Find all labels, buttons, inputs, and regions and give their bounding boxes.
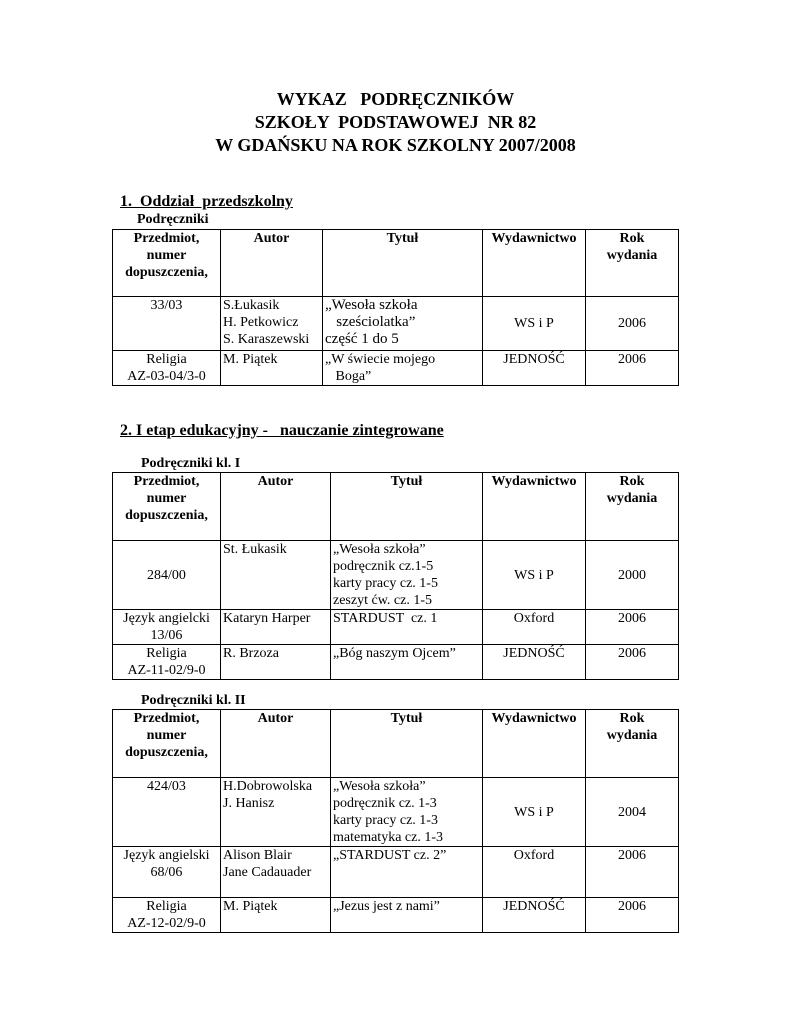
header-subject: Przedmiot, numer dopuszczenia, bbox=[113, 473, 221, 541]
cell-year: 2006 bbox=[586, 898, 679, 933]
cell-title: „Bóg naszym Ojcem” bbox=[331, 645, 483, 680]
header-publisher: Wydawnictwo bbox=[483, 473, 586, 541]
cell-publisher: JEDNOŚĆ bbox=[483, 351, 586, 386]
header-year: Rok wydania bbox=[586, 473, 679, 541]
header-publisher: Wydawnictwo bbox=[483, 230, 586, 297]
header-author: Autor bbox=[221, 230, 323, 297]
cell-year: 2006 bbox=[586, 351, 679, 386]
cell-publisher: Oxford bbox=[483, 847, 586, 898]
cell-author: S.Łukasik H. Petkowicz S. Karaszewski bbox=[221, 297, 323, 351]
cell-publisher: JEDNOŚĆ bbox=[483, 645, 586, 680]
header-year: Rok wydania bbox=[586, 710, 679, 778]
table-row bbox=[113, 351, 679, 386]
header-subject: Przedmiot, numer dopuszczenia, bbox=[113, 230, 221, 297]
table-row bbox=[113, 847, 679, 898]
cell-year: 2006 bbox=[586, 297, 679, 351]
table-row bbox=[113, 610, 679, 645]
cell-year: 2004 bbox=[586, 778, 679, 847]
cell-publisher: Oxford bbox=[483, 610, 586, 645]
cell-publisher: JEDNOŚĆ bbox=[483, 898, 586, 933]
section-1-subheading: Podręczniki bbox=[137, 212, 209, 227]
header-title: Tytuł bbox=[331, 710, 483, 778]
table-row bbox=[113, 898, 679, 933]
cell-author: R. Brzoza bbox=[221, 645, 331, 680]
cell-title: „Wesoła szkoła” podręcznik cz. 1-3 karty pracy cz. 1-3 matematyka cz. 1-3 bbox=[331, 778, 483, 847]
header-subject: Przedmiot, numer dopuszczenia, bbox=[113, 710, 221, 778]
page-title-line-3: W GDAŃSKU NA ROK SZKOLNY 2007/2008 bbox=[215, 135, 576, 155]
cell-author: Alison Blair Jane Cadauader bbox=[221, 847, 331, 898]
cell-author: M. Piątek bbox=[221, 351, 323, 386]
page-title-line-1: WYKAZ PODRĘCZNIKÓW bbox=[276, 89, 515, 109]
section-2-heading: 2. I etap edukacyjny - nauczanie zintegrowane bbox=[120, 422, 444, 439]
cell-title: STARDUST cz. 1 bbox=[331, 610, 483, 645]
header-title: Tytuł bbox=[323, 230, 483, 297]
table-row bbox=[113, 541, 679, 610]
cell-year: 2006 bbox=[586, 610, 679, 645]
cell-year: 2006 bbox=[586, 847, 679, 898]
cell-subject: Religia AZ-03-04/3-0 bbox=[113, 351, 221, 386]
cell-subject: Religia AZ-12-02/9-0 bbox=[113, 898, 221, 933]
cell-title: „Jezus jest z nami” bbox=[331, 898, 483, 933]
cell-publisher: WS i P bbox=[483, 541, 586, 610]
cell-author: M. Piątek bbox=[221, 898, 331, 933]
cell-author: H.Dobrowolska J. Hanisz bbox=[221, 778, 331, 847]
cell-subject: Język angielski 68/06 bbox=[113, 847, 221, 898]
table-header-row bbox=[113, 473, 679, 541]
table-row bbox=[113, 778, 679, 847]
table-row bbox=[113, 645, 679, 680]
cell-subject: Język angielcki 13/06 bbox=[113, 610, 221, 645]
cell-title: „STARDUST cz. 2” bbox=[331, 847, 483, 898]
header-author: Autor bbox=[221, 710, 331, 778]
textbook-table-class-2 bbox=[112, 709, 679, 933]
header-author: Autor bbox=[221, 473, 331, 541]
cell-title: „Wesoła szkoła sześciolatka” część 1 do 5 bbox=[323, 297, 483, 351]
table-header-row bbox=[113, 230, 679, 297]
cell-author: St. Łukasik bbox=[221, 541, 331, 610]
class-2-subheading: Podręczniki kl. II bbox=[141, 693, 246, 708]
textbook-table-preschool bbox=[112, 229, 679, 386]
class-1-subheading: Podręczniki kl. I bbox=[141, 456, 241, 471]
textbook-table-class-1 bbox=[112, 472, 679, 680]
cell-subject: 284/00 bbox=[113, 541, 221, 610]
cell-publisher: WS i P bbox=[483, 297, 586, 351]
section-1-heading: 1. Oddział przedszkolny bbox=[120, 193, 293, 210]
cell-publisher: WS i P bbox=[483, 778, 586, 847]
header-title: Tytuł bbox=[331, 473, 483, 541]
header-year: Rok wydania bbox=[586, 230, 679, 297]
page-title-line-2: SZKOŁY PODSTAWOWEJ NR 82 bbox=[254, 112, 537, 132]
header-publisher: Wydawnictwo bbox=[483, 710, 586, 778]
cell-author: Kataryn Harper bbox=[221, 610, 331, 645]
cell-subject: 33/03 bbox=[113, 297, 221, 351]
cell-title: „Wesoła szkoła” podręcznik cz.1-5 karty pracy cz. 1-5 zeszyt ćw. cz. 1-5 bbox=[331, 541, 483, 610]
cell-subject: Religia AZ-11-02/9-0 bbox=[113, 645, 221, 680]
cell-year: 2000 bbox=[586, 541, 679, 610]
cell-year: 2006 bbox=[586, 645, 679, 680]
cell-title: „W świecie mojego Boga” bbox=[323, 351, 483, 386]
table-row bbox=[113, 297, 679, 351]
table-header-row bbox=[113, 710, 679, 778]
cell-subject: 424/03 bbox=[113, 778, 221, 847]
